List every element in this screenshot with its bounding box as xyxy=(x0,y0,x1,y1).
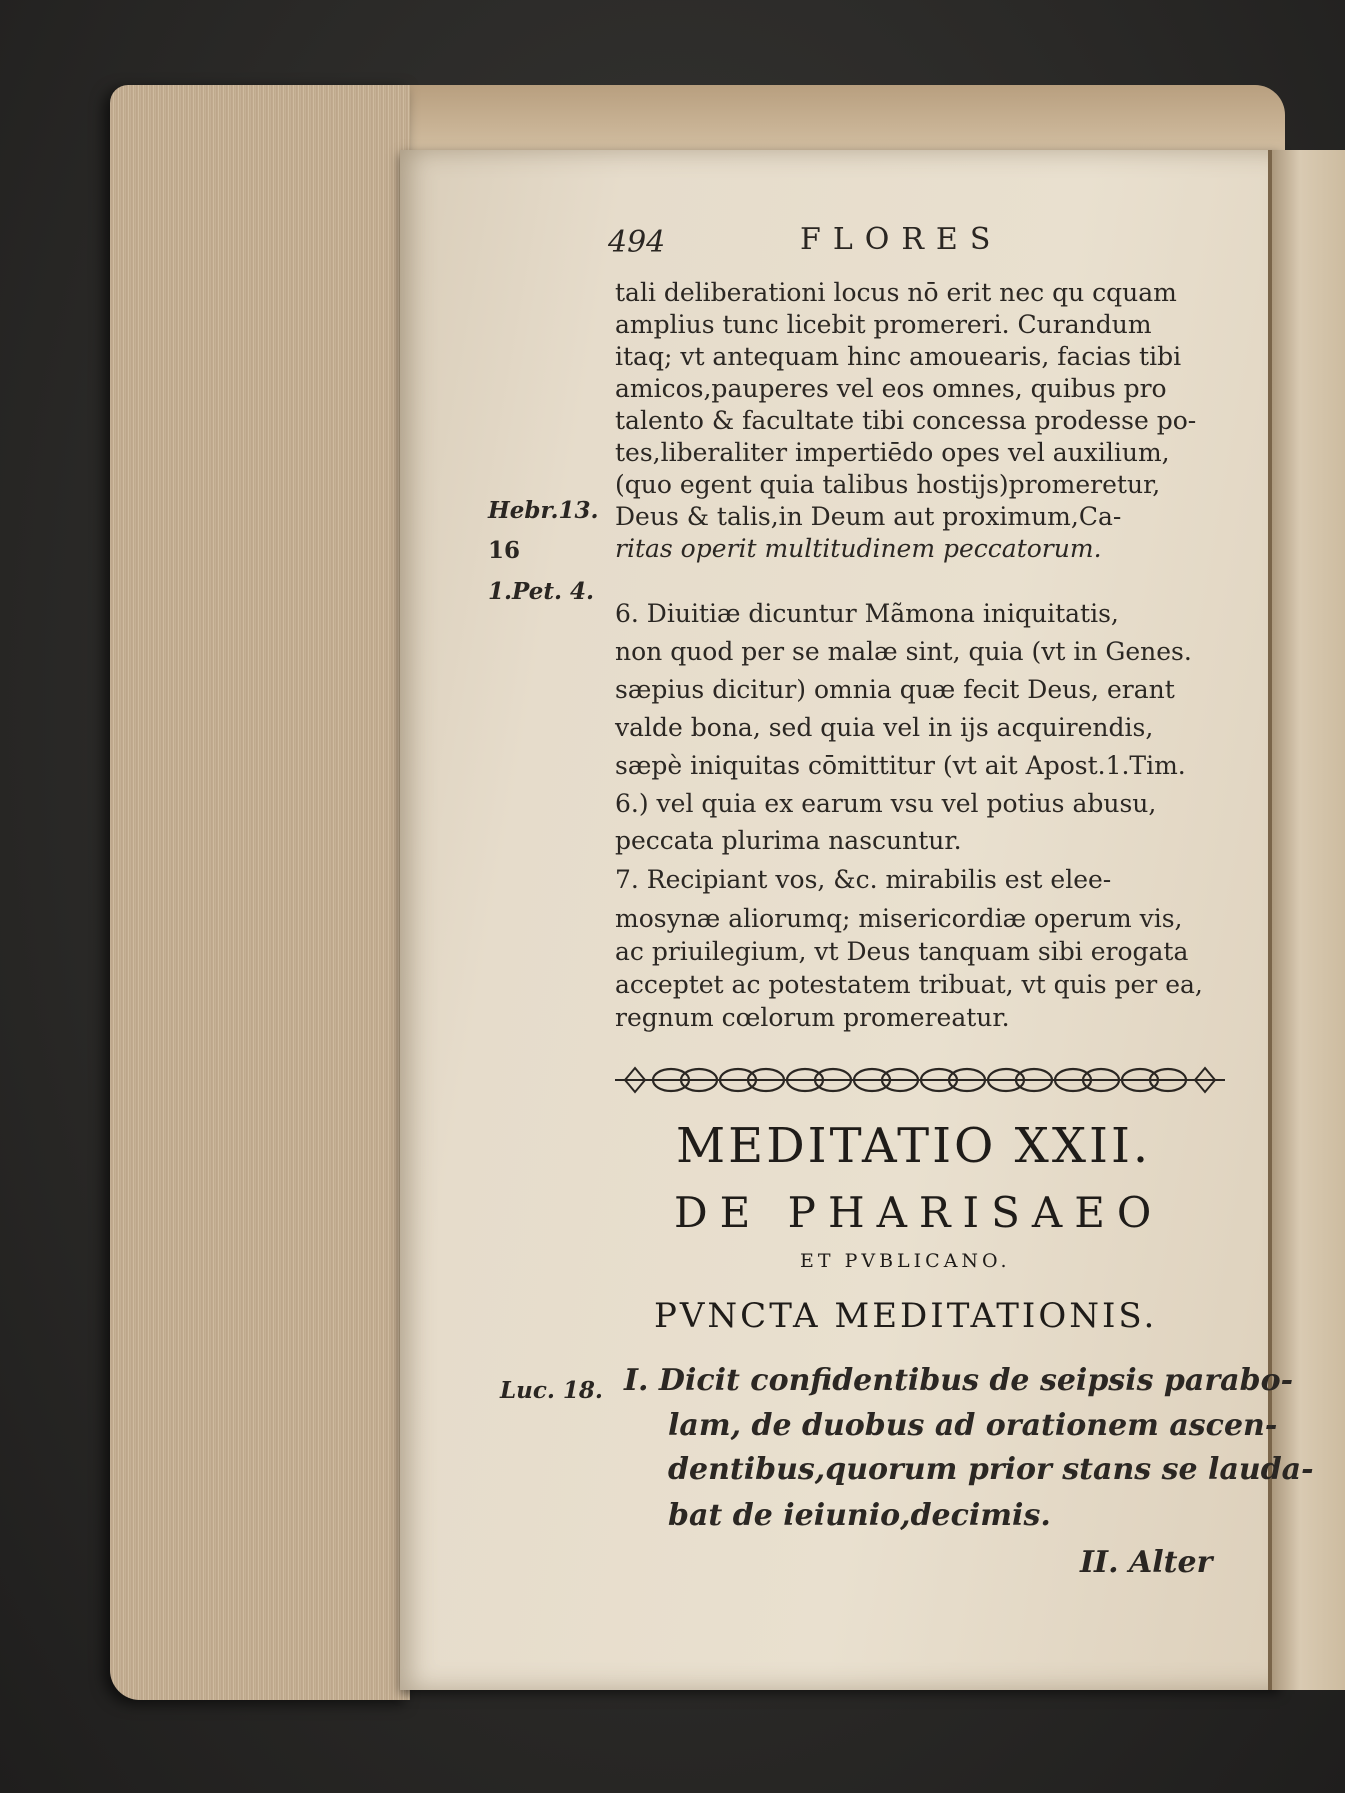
text-line: mosynæ aliorumq; misericordiæ operum vis, xyxy=(615,904,1183,933)
text-line: tes,liberaliter impertiēdo opes vel auxilium, xyxy=(615,438,1170,467)
margin-note-hebr: Hebr.13. xyxy=(488,497,599,524)
text-line: ac priuilegium, vt Deus tanquam sibi erogata xyxy=(615,937,1189,966)
text-line: itaq; vt antequam hinc amouearis, facias tibi xyxy=(615,342,1182,371)
text-line: sæpius dicitur) omnia quæ fecit Deus, erant xyxy=(615,675,1175,704)
ornamental-divider xyxy=(615,1062,1225,1098)
margin-note-pet: 1.Pet. 4. xyxy=(488,578,594,605)
text-line: non quod per se malæ sint, quia (vt in Genes. xyxy=(615,637,1192,666)
text-line: regnum cœlorum promereatur. xyxy=(615,1003,1010,1032)
margin-note-verse: 16 xyxy=(488,537,521,564)
text-line: 6. Diuitiæ dicuntur Mãmona iniquitatis, xyxy=(615,599,1119,628)
text-line: 7. Recipiant vos, &c. mirabilis est elee- xyxy=(615,865,1112,894)
page-number: 494 xyxy=(608,225,666,260)
point-line: dentibus,quorum prior stans se lauda- xyxy=(668,1452,1314,1487)
text-line: (quo egent quia talibus hostijs)promeretur, xyxy=(615,470,1161,499)
text-line: sæpè iniquitas cōmittitur (vt ait Apost.1.Tim. xyxy=(615,751,1186,780)
text-line: valde bona, sed quia vel in ijs acquirendis, xyxy=(615,713,1154,742)
point-line: I. Dicit confidentibus de seipsis parabo- xyxy=(624,1363,1294,1398)
running-title: FLORES xyxy=(800,222,1003,257)
text-line: 6.) vel quia ex earum vsu vel potius abusu, xyxy=(615,789,1157,818)
text-line: acceptet ac potestatem tribuat, vt quis per ea, xyxy=(615,970,1203,999)
text-line: ritas operit multitudinem peccatorum. xyxy=(615,534,1102,563)
meditation-subtitle-2: ET PVBLICANO. xyxy=(800,1250,1011,1272)
meditation-title: MEDITATIO XXII. xyxy=(676,1118,1152,1174)
point-line: bat de ieiunio,decimis. xyxy=(668,1498,1051,1533)
point-line: lam, de duobus ad orationem ascen- xyxy=(668,1408,1278,1443)
puncta-heading: PVNCTA MEDITATIONIS. xyxy=(654,1296,1158,1336)
text-line: Deus & talis,in Deum aut proximum,Ca- xyxy=(615,502,1122,531)
meditation-subtitle: DE PHARISAEO xyxy=(674,1188,1164,1237)
text-line: amplius tunc licebit promereri. Curandum xyxy=(615,310,1152,339)
text-line: peccata plurima nascuntur. xyxy=(615,826,962,855)
text-line: amicos,pauperes vel eos omnes, quibus pro xyxy=(615,374,1167,403)
catchword: II. Alter xyxy=(1080,1545,1213,1580)
book-page-edges xyxy=(110,85,410,1700)
text-line: talento & facultate tibi concessa prodesse po- xyxy=(615,406,1197,435)
margin-note-luc: Luc. 18. xyxy=(500,1377,603,1404)
text-line: tali deliberationi locus nō erit nec qu cquam xyxy=(615,278,1177,307)
